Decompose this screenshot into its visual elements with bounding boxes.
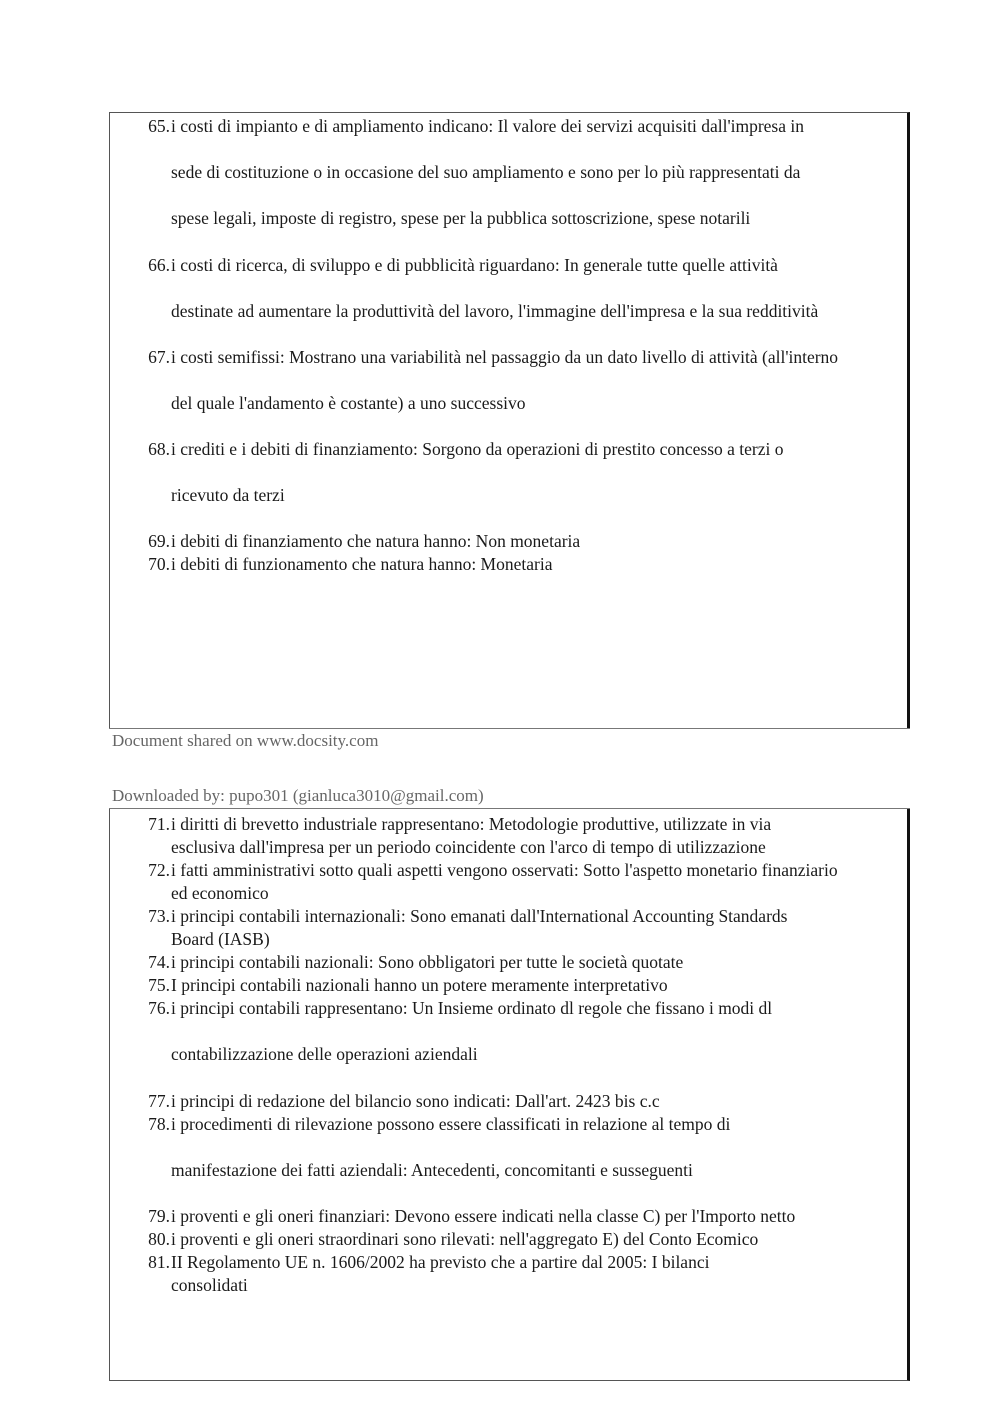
item-number: 72.: [148, 860, 170, 880]
item-number: 80.: [148, 1229, 170, 1249]
item-number: 68.: [148, 439, 170, 459]
item-text: i costi di ricerca, di sviluppo e di pubblicità riguardano: In generale tutte quelle attività: [171, 255, 778, 275]
item-number: 81.: [148, 1252, 170, 1272]
item-text-cont: del quale l'andamento è costante) a uno successivo: [171, 393, 526, 413]
item-text: i crediti e i debiti di finanziamento: Sorgono da operazioni di prestito concesso a terzi o: [171, 439, 784, 459]
item-text: i debiti di funzionamento che natura hanno: Monetaria: [171, 554, 553, 574]
item-text-cont: Board (IASB): [171, 929, 270, 949]
item-text-cont: contabilizzazione delle operazioni aziendali: [171, 1044, 478, 1064]
item-text-cont: esclusiva dall'impresa per un periodo coincidente con l'arco di tempo di utilizzazione: [171, 837, 766, 857]
item-number: 79.: [148, 1206, 170, 1226]
item-text-cont: manifestazione dei fatti aziendali: Antecedenti, concomitanti e susseguenti: [171, 1160, 693, 1180]
item-text: i proventi e gli oneri finanziari: Devono essere indicati nella classe C) per l'Importo netto: [171, 1206, 796, 1226]
item-text-cont: ed economico: [171, 883, 269, 903]
item-number: 71.: [148, 814, 170, 834]
item-text: i proventi e gli oneri straordinari sono rilevati: nell'aggregato E) del Conto Ecomico: [171, 1229, 759, 1249]
item-text-cont: destinate ad aumentare la produttività del lavoro, l'immagine dell'impresa e la sua redditività: [171, 301, 819, 321]
shared-on-text: Document shared on www.docsity.com: [112, 731, 379, 750]
item-number: 65.: [148, 116, 170, 136]
item-text: i principi di redazione del bilancio sono indicati: Dall'art. 2423 bis c.c: [171, 1091, 660, 1111]
item-number: 66.: [148, 255, 170, 275]
item-number: 70.: [148, 554, 170, 574]
item-text-cont: spese legali, imposte di registro, spese per la pubblica sottoscrizione, spese notarili: [171, 208, 751, 228]
item-text: II Regolamento UE n. 1606/2002 ha previsto che a partire dal 2005: I bilanci: [171, 1252, 710, 1272]
item-text: i costi semifissi: Mostrano una variabilità nel passaggio da un dato livello di attività (all'interno: [171, 347, 839, 367]
item-number: 69.: [148, 531, 170, 551]
item-text: i debiti di finanziamento che natura hanno: Non monetaria: [171, 531, 581, 551]
item-number: 77.: [148, 1091, 170, 1111]
item-text: i costi di impianto e di ampliamento indicano: Il valore dei servizi acquisiti dall'impresa in: [171, 116, 804, 136]
item-text-cont: consolidati: [171, 1275, 248, 1295]
item-number: 78.: [148, 1114, 170, 1134]
item-text: I principi contabili nazionali hanno un potere meramente interpretativo: [171, 975, 668, 995]
item-number: 76.: [148, 998, 170, 1018]
share-footer: [109, 728, 910, 809]
item-text: i fatti amministrativi sotto quali aspetti vengono osservati: Sotto l'aspetto monetario finanziario: [171, 860, 838, 880]
item-text: i procedimenti di rilevazione possono essere classificati in relazione al tempo di: [171, 1114, 731, 1134]
item-text: i principi contabili internazionali: Sono emanati dall'International Accounting Standards: [171, 906, 788, 926]
downloaded-by-text: Downloaded by: pupo301 (gianluca3010@gmail.com): [112, 786, 484, 805]
item-number: 74.: [148, 952, 170, 972]
page-frame-top: [109, 112, 910, 729]
item-number: 67.: [148, 347, 170, 367]
item-text: i principi contabili nazionali: Sono obbligatori per tutte le società quotate: [171, 952, 684, 972]
item-number: 75.: [148, 975, 170, 995]
item-text: i principi contabili rappresentano: Un Insieme ordinato dl regole che fissano i modi dl: [171, 998, 773, 1018]
item-text-cont: ricevuto da terzi: [171, 485, 285, 505]
item-number: 73.: [148, 906, 170, 926]
item-text-cont: sede di costituzione o in occasione del suo ampliamento e sono per lo più rappresentati da: [171, 162, 801, 182]
item-text: i diritti di brevetto industriale rappresentano: Metodologie produttive, utilizzate in via: [171, 814, 772, 834]
